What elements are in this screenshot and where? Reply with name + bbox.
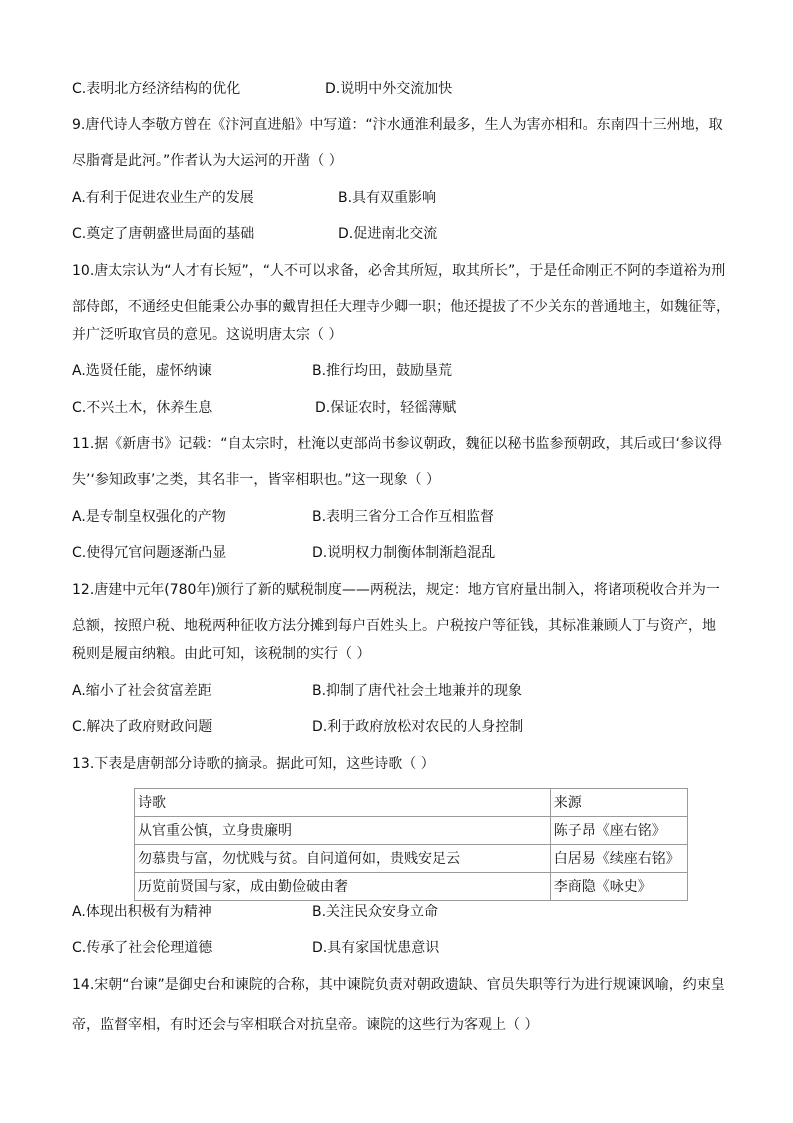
- q11-option-d: D.说明权力制衡体制渐趋混乱: [312, 545, 496, 561]
- q10-option-d: D.保证农时，轻徭薄赋: [315, 400, 457, 416]
- table-cell-source: 陈子昂《座右铭》: [550, 817, 687, 845]
- q13-option-b: B.关注民众安身立命: [312, 904, 439, 920]
- q13-stem-line-1: 13.下表是唐朝部分诗歌的摘录。据此可知，这些诗歌（ ）: [72, 756, 435, 772]
- table-header-row: [135, 789, 688, 817]
- q10-option-a: A.选贤任能，虚怀纳谏: [72, 363, 212, 379]
- q9-stem-line-1: 9.唐代诗人李敬方曾在《汴河直进船》中写道：“汴水通淮利最多，生人为害亦相和。东南四十三州地，取: [72, 117, 723, 133]
- table-cell-source: 白居易《续座右铭》: [550, 845, 687, 873]
- q13-option-a: A.体现出积极有为精神: [72, 904, 212, 920]
- q9-option-c: C.奠定了唐朝盛世局面的基础: [72, 226, 255, 242]
- q12-stem-line-1: 12.唐建中元年(780年)颁行了新的赋税制度——两税法，规定：地方官府量出制入，将诸项税收合并为一: [72, 582, 720, 598]
- table-header-source: 来源: [550, 789, 687, 817]
- q13-option-d: D.具有家国忧患意识: [312, 940, 440, 956]
- q12-stem-line-3: 税则是履亩纳粮。由此可知，该税制的实行（ ）: [72, 646, 371, 662]
- q11-option-c: C.使得冗官问题逐渐凸显: [72, 545, 227, 561]
- poem-table: [134, 788, 688, 901]
- q10-stem-line-3: 并广泛听取官员的意见。这说明唐太宗（ ）: [72, 327, 343, 343]
- q9-stem-line-2: 尽脂膏是此河。”作者认为大运河的开凿（ ）: [72, 153, 343, 169]
- q13-option-c: C.传承了社会伦理道德: [72, 940, 213, 956]
- q11-stem-line-1: 11.据《新唐书》记载：“自太宗时，杜淹以吏部尚书参议朝政，魏征以秘书监参预朝政，其后或曰‘参议得: [72, 436, 722, 452]
- q12-option-d: D.利于政府放松对农民的人身控制: [312, 719, 524, 735]
- q9-option-a: A.有利于促进农业生产的发展: [72, 190, 254, 206]
- q12-option-a: A.缩小了社会贫富差距: [72, 683, 212, 699]
- q8-option-c: C.表明北方经济结构的优化: [72, 81, 241, 97]
- table-cell-poem: 从官重公慎，立身贵廉明: [135, 817, 551, 845]
- table-row: [135, 845, 688, 873]
- q10-option-c: C.不兴土木，休养生息: [72, 400, 213, 416]
- q14-stem-line-1: 14.宋朝“台谏”是御史台和谏院的合称，其中谏院负责对朝政遗缺、官员失职等行为进行规谏讽喻，约束皇: [72, 977, 725, 993]
- q11-option-b: B.表明三省分工合作互相监督: [312, 509, 495, 525]
- q9-option-b: B.具有双重影响: [338, 190, 437, 206]
- q10-option-b: B.推行均田，鼓励垦荒: [312, 363, 453, 379]
- table-cell-source: 李商隐《咏史》: [550, 873, 687, 901]
- table-row: [135, 817, 688, 845]
- q9-option-d: D.促进南北交流: [338, 226, 438, 242]
- q14-stem-line-2: 帝，监督宰相，有时还会与宰相联合对抗皇帝。谏院的这些行为客观上（ ）: [72, 1017, 539, 1033]
- q10-stem-line-1: 10.唐太宗认为“人才有长短”，“人不可以求备，必舍其所短，取其所长”，于是任命刚正不阿的李道裕为刑: [72, 263, 726, 279]
- table-cell-poem: 历览前贤国与家，成由勤俭破由奢: [135, 873, 551, 901]
- q11-option-a: A.是专制皇权强化的产物: [72, 509, 226, 525]
- q12-stem-line-2: 总额，按照户税、地税两种征收方法分摊到每户百姓头上。户税按户等征钱，其标准兼顾人丁与资产，地: [72, 618, 716, 634]
- table-header-poem: 诗歌: [135, 789, 551, 817]
- q11-stem-line-2: 失’‘参知政事’之类，其名非一，皆宰相职也。”这一现象（ ）: [72, 472, 441, 488]
- q12-option-b: B.抑制了唐代社会土地兼并的现象: [312, 683, 523, 699]
- q12-option-c: C.解决了政府财政问题: [72, 719, 213, 735]
- q10-stem-line-2: 部侍郎，不通经史但能秉公办事的戴胄担任大理寺少卿一职；他还提拔了不少关东的普通地主，如魏征等，: [72, 299, 730, 315]
- q8-option-d: D.说明中外交流加快: [325, 81, 453, 97]
- table-cell-poem: 勿慕贵与富，勿忧贱与贫。自问道何如，贵贱安足云: [135, 845, 551, 873]
- table-row: [135, 873, 688, 901]
